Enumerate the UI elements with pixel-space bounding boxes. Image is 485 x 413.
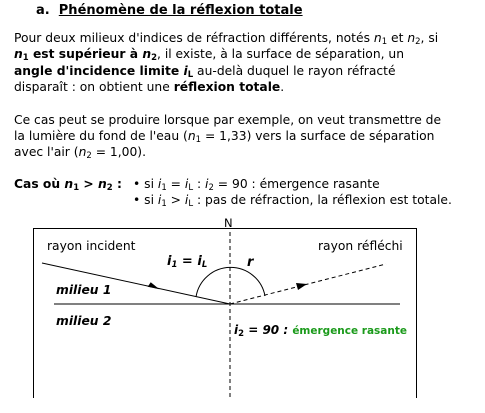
paragraph-1-line-2: $n_1$ est supérieur à $n_2$, il existe, à la surface de séparation, un [14, 47, 405, 63]
cases-label: Cas où $n_1 > n_2$ : [14, 177, 122, 193]
paragraph-1-line-1: Pour deux milieux d'indices de réfraction différents, notés $n_1$ et $n_2$, si [14, 31, 439, 47]
medium-1-label: milieu 1 [56, 283, 112, 297]
paragraph-1-line-4: disparaît : on obtient une réflexion totale. [14, 80, 285, 94]
medium-2-label: milieu 2 [56, 314, 112, 328]
section-title: Phénomène de la réflexion totale [58, 3, 303, 18]
reflection-angle-label: r [247, 255, 254, 270]
normal-label: N [224, 216, 233, 230]
bullet-icon: • [133, 177, 141, 191]
paragraph-1-line-3: angle d'incidence limite $i_L$ au-delà duquel le rayon réfracté [14, 64, 396, 80]
incident-angle-label: $i_1 = i_L$ [167, 254, 208, 270]
case-1: • si $i_1 = i_L$ : $i_2 = 90$ : émergence rasante [133, 177, 380, 193]
paragraph-2-line-3: avec l'air $(n_2 = 1,00)$. [14, 145, 146, 161]
section-number: a. [36, 3, 50, 18]
paragraph-2-line-2: la lumière du fond de l'eau $(n_1 = 1,33)$ vers la surface de séparation [14, 129, 435, 145]
emergence-result: $i_2 = 90$ : émergence rasante [234, 323, 408, 339]
bullet-icon: • [133, 193, 141, 207]
reflected-arrow-icon [296, 283, 307, 290]
incident-ray-label: rayon incident [47, 239, 136, 253]
reflected-ray-label: rayon réfléchi [318, 239, 403, 253]
paragraph-2-line-1: Ce cas peut se produire lorsque par exemple, on veut transmettre de [14, 113, 442, 127]
case-2: • si $i_1 > i_L$ : pas de réfraction, la réflexion est totale. [133, 193, 452, 209]
